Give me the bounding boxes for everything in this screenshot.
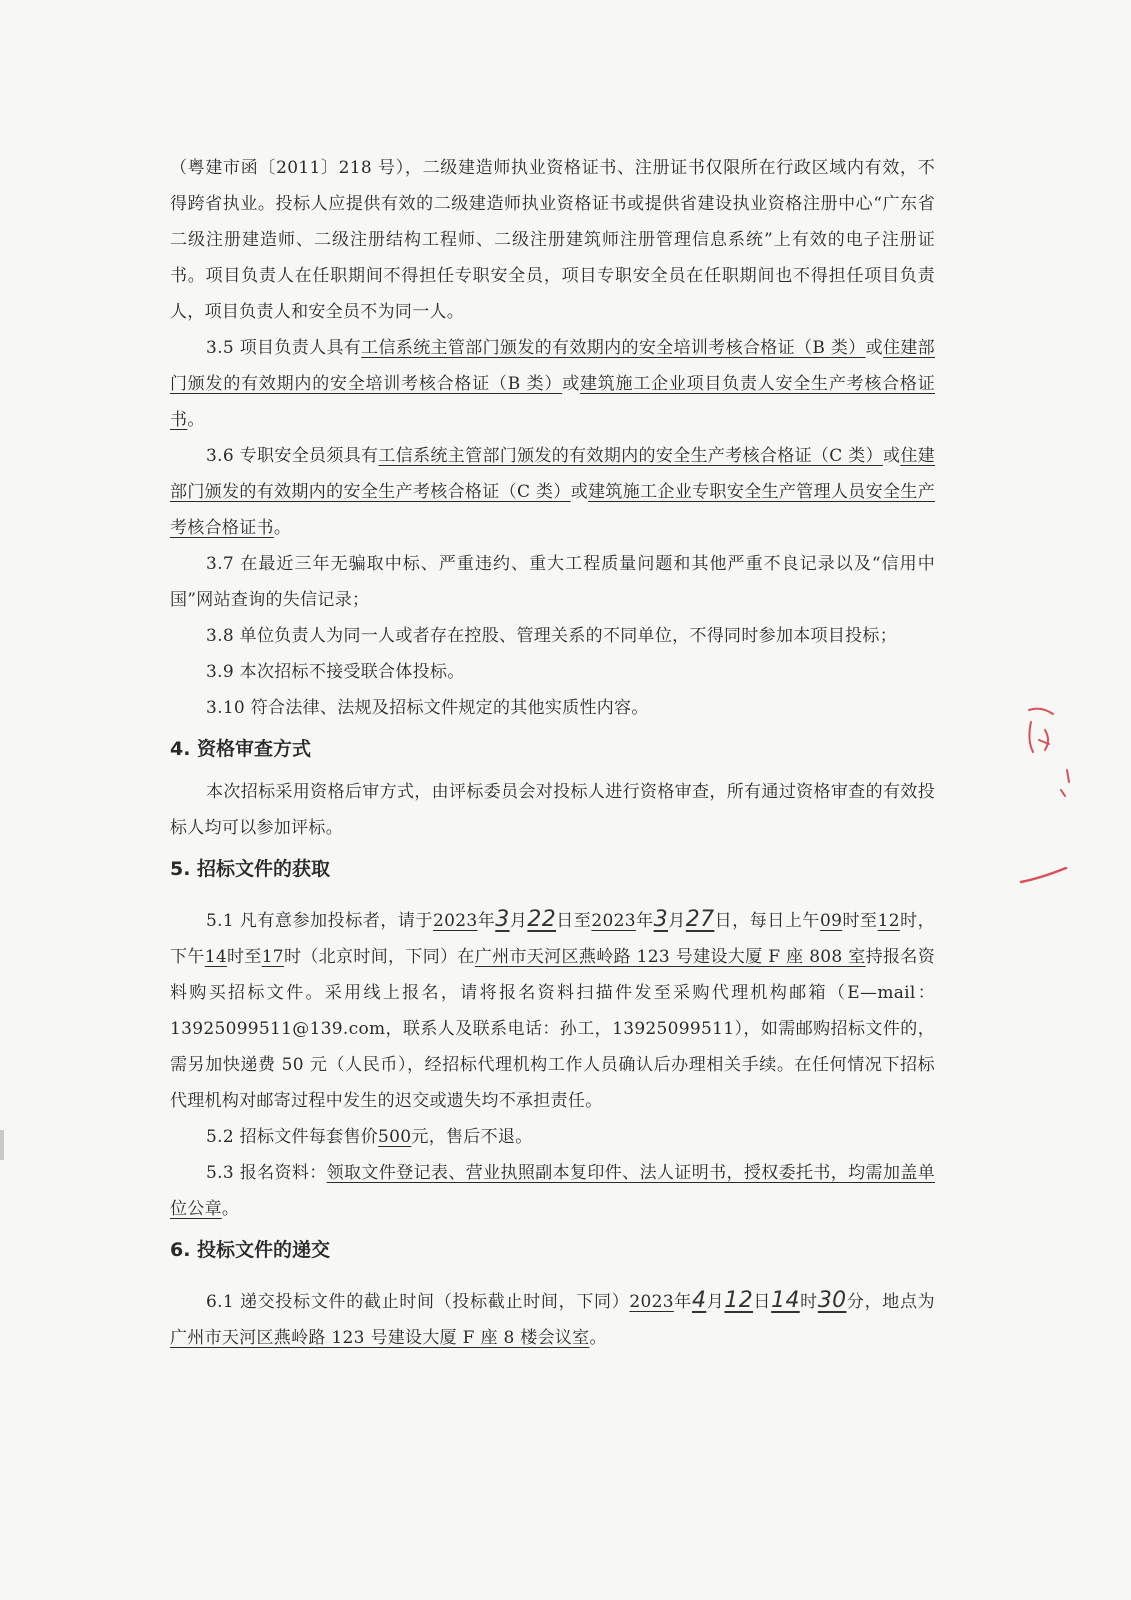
item-3-6-cert-2: 住建部门颁发的有效期内的安全生产考核合格证（C 类） <box>170 446 935 502</box>
item-5-3-end: 。 <box>221 1199 240 1219</box>
item-6-1-prefix: 6.1 递交投标文件的截止时间（投标截止时间，下同） <box>206 1292 630 1312</box>
end-day-unit: 日，每日上午 <box>714 911 820 931</box>
pm-end-unit: 时（北京时间，下同）在 <box>283 947 475 967</box>
item-3-6-or-2: 或 <box>570 482 589 502</box>
item-3-5-cert-1: 工信系统主管部门颁发的有效期内的安全培训考核合格证（B 类） <box>361 338 866 358</box>
deadline-minute: 30 <box>817 1288 847 1313</box>
item-3-6 <box>170 438 935 546</box>
item-3-5-cert-2: 住建部门颁发的有效期内的安全培训考核合格证（B 类） <box>170 338 935 394</box>
start-month-unit: 月 <box>509 911 528 931</box>
item-3-5 <box>170 330 935 438</box>
section-6-heading: 6. 投标文件的递交 <box>170 1239 331 1261</box>
purchase-address: 广州市天河区燕岭路 123 号建设大厦 F 座 808 室 <box>474 947 866 967</box>
item-3-5-or-2: 或 <box>562 374 580 394</box>
deadline-day: 12 <box>724 1288 754 1313</box>
start-day-unit: 日至 <box>556 911 592 931</box>
item-5-1 <box>170 902 935 1119</box>
start-year-unit: 年 <box>477 911 496 931</box>
pm-start-unit: 时至 <box>226 947 262 967</box>
end-day: 27 <box>685 907 715 932</box>
end-month-unit: 月 <box>667 911 686 931</box>
deadline-day-unit: 日 <box>753 1292 772 1312</box>
deadline-year: 2023 <box>629 1292 674 1312</box>
pm-start: 14 <box>204 947 227 967</box>
red-seal-fragment <box>1011 700 1081 900</box>
item-3-6-or-1: 或 <box>882 446 901 466</box>
end-month: 3 <box>653 907 668 932</box>
deadline-month-unit: 月 <box>706 1292 725 1312</box>
am-end-unit: 时，下午 <box>170 911 935 967</box>
section-5-heading: 5. 招标文件的获取 <box>170 858 331 880</box>
item-3-7: 3.7 在最近三年无骗取中标、严重违约、重大工程质量问题和其他严重不良记录以及“信用中国”网站查询的失信记录； <box>170 554 935 610</box>
item-3-5-prefix: 3.5 项目负责人具有 <box>206 338 362 358</box>
document-body <box>170 150 935 1356</box>
am-start: 09 <box>820 911 843 931</box>
item-5-2 <box>170 1119 935 1155</box>
am-end: 12 <box>877 911 900 931</box>
item-3-9: 3.9 本次招标不接受联合体投标。 <box>206 662 465 682</box>
scan-edge-mark <box>0 1130 4 1160</box>
item-3-5-cert-3: 建筑施工企业项目负责人安全生产考核合格证书 <box>170 374 935 430</box>
start-year: 2023 <box>433 911 478 931</box>
start-month: 3 <box>495 907 510 932</box>
item-5-1-rest: 持报名资料购买招标文件。采用线上报名，请将报名资料扫描件发至采购代理机构邮箱（E—mail：13925099511@139.com，联系人及联系电话：孙工，13925099511），如需邮购招标文件的，需另加快递费 50 元（人民币），经招标代理机构工作人员确认后办理相关手续。在任何情况下招标代理机构对邮寄过程中发生的迟交或遗失均不承担责任。 <box>170 947 935 1111</box>
registration-materials: 领取文件登记表、营业执照副本复印件、法人证明书，授权委托书，均需加盖单位公章 <box>170 1163 936 1219</box>
item-6-1 <box>170 1283 935 1356</box>
document-price: 500 <box>378 1127 412 1147</box>
item-3-8: 3.8 单位负责人为同一人或者存在控股、管理关系的不同单位，不得同时参加本项目投标； <box>206 626 898 646</box>
item-5-1-prefix: 5.1 凡有意参加投标者，请于 <box>206 911 433 931</box>
item-3-6-prefix: 3.6 专职安全员须具有 <box>206 446 379 466</box>
paragraph-3-4-continued: （粤建市函〔2011〕218 号），二级建造师执业资格证书、注册证书仅限所在行政区域内有效，不得跨省执业。投标人应提供有效的二级建造师执业资格证书或提供省建设执业资格注册中心“广东省二级注册建造师、二级注册结构工程师、二级注册建筑师注册管理信息系统”上有效的电子注册证书。项目负责人在任职期间不得担任专职安全员，项目专职安全员在任职期间也不得担任项目负责人，项目负责人和安全员不为同一人。 <box>170 158 935 322</box>
start-day: 22 <box>527 907 557 932</box>
deadline-minute-unit: 分， <box>846 1292 883 1312</box>
item-5-2-prefix: 5.2 招标文件每套售价 <box>206 1127 379 1147</box>
end-year: 2023 <box>591 911 636 931</box>
item-6-1-end: 。 <box>589 1328 607 1348</box>
deadline-hour-unit: 时 <box>799 1292 818 1312</box>
item-3-10: 3.10 符合法律、法规及招标文件规定的其他实质性内容。 <box>206 698 649 718</box>
am-start-unit: 时至 <box>842 911 878 931</box>
item-3-6-cert-1: 工信系统主管部门颁发的有效期内的安全生产考核合格证（C 类） <box>378 446 883 466</box>
deadline-year-unit: 年 <box>673 1292 692 1312</box>
pm-end: 17 <box>261 947 284 967</box>
item-3-5-or-1: 或 <box>865 338 883 358</box>
item-5-2-suffix: 元，售后不退。 <box>411 1127 533 1147</box>
section-4-heading: 4. 资格审查方式 <box>170 738 312 760</box>
submission-place: 广州市天河区燕岭路 123 号建设大厦 F 座 8 楼会议室 <box>170 1328 590 1348</box>
item-3-5-end: 。 <box>187 410 205 430</box>
section-4-body: 本次招标采用资格后审方式，由评标委员会对投标人进行资格审查，所有通过资格审查的有效投标人均可以参加评标。 <box>170 782 935 838</box>
item-5-3 <box>170 1155 935 1227</box>
end-year-unit: 年 <box>635 911 654 931</box>
item-5-3-prefix: 5.3 报名资料： <box>206 1163 327 1183</box>
place-prefix: 地点为 <box>882 1292 935 1312</box>
deadline-month: 4 <box>692 1288 707 1313</box>
deadline-hour: 14 <box>771 1288 800 1313</box>
item-3-6-end: 。 <box>273 518 292 538</box>
item-3-6-cert-3: 建筑施工企业专职安全生产管理人员安全生产考核合格证书 <box>170 482 935 538</box>
